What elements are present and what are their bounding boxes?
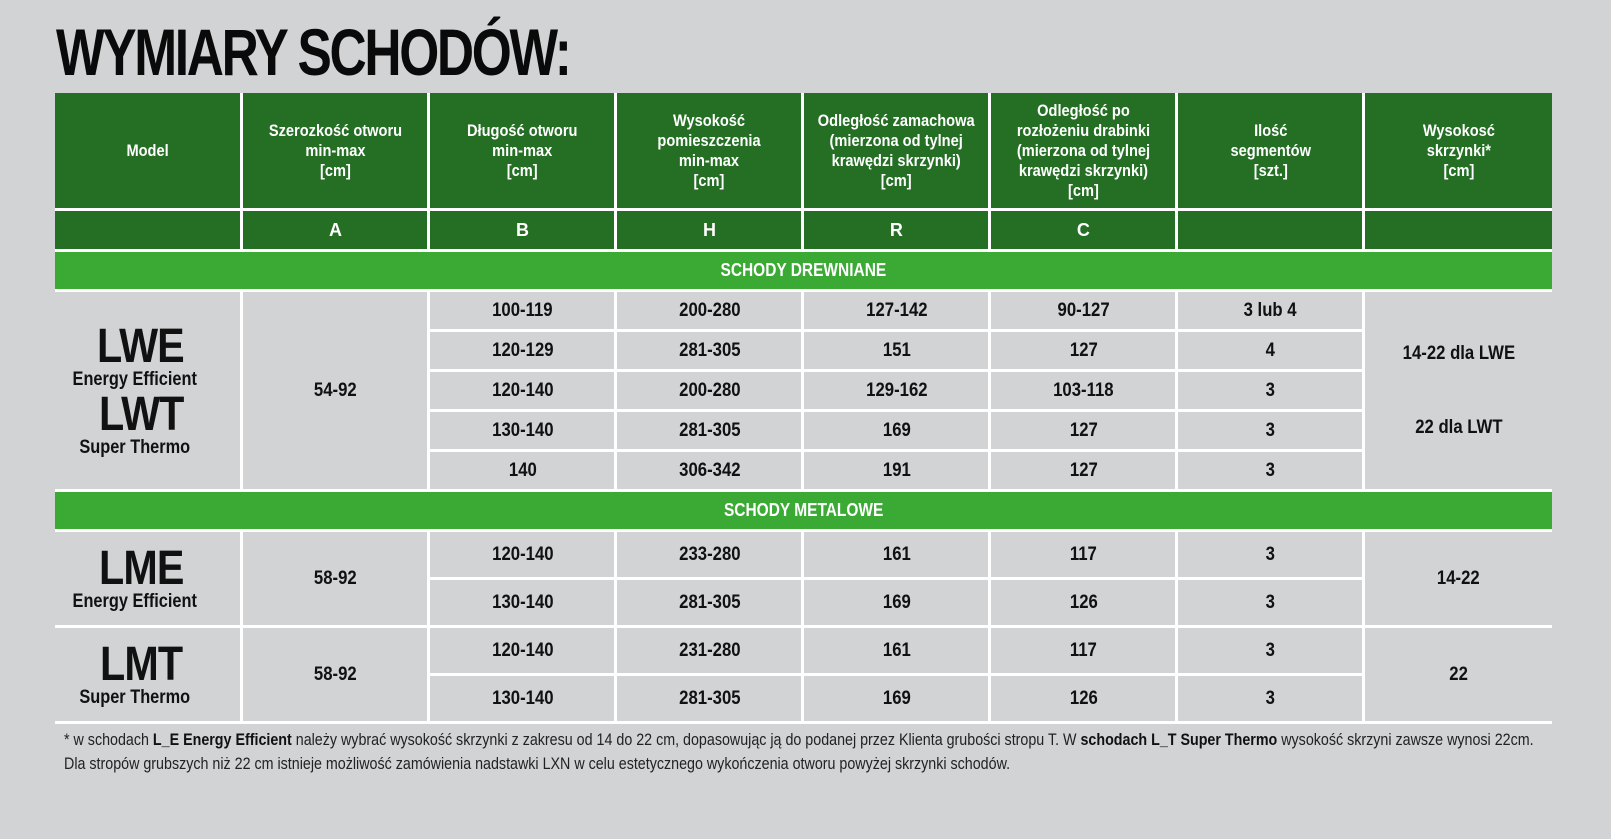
table-cell bbox=[990, 331, 1177, 371]
header-line: [cm] bbox=[320, 160, 351, 180]
letter-cell: B bbox=[429, 210, 616, 251]
width-cell bbox=[242, 291, 429, 491]
cell-value: 120-140 bbox=[491, 379, 554, 401]
table-cell bbox=[1177, 371, 1364, 411]
header-line: [cm] bbox=[693, 170, 725, 190]
footnote-text: wysokość skrzyni zawsze wynosi 22cm. bbox=[1277, 730, 1534, 749]
cell-value: 281-305 bbox=[678, 419, 741, 441]
letter-cell: H bbox=[616, 210, 803, 251]
table-cell bbox=[616, 579, 803, 627]
table-cell bbox=[803, 331, 990, 371]
cell-value: 3 bbox=[1265, 543, 1276, 565]
table-cell bbox=[1177, 531, 1364, 579]
table-row bbox=[55, 291, 1552, 331]
table-cell bbox=[429, 451, 616, 491]
cell-value: 54-92 bbox=[314, 379, 357, 401]
header-line: krawędzi skrzynki) bbox=[1018, 160, 1149, 180]
model-code: LWT bbox=[98, 387, 184, 441]
cell-value: 127-142 bbox=[865, 299, 928, 321]
header-segment-count bbox=[1177, 93, 1364, 210]
header-line: [cm] bbox=[1443, 160, 1475, 180]
cell-value: 3 lub 4 bbox=[1243, 299, 1297, 321]
table-cell bbox=[1177, 291, 1364, 331]
table-cell bbox=[1177, 675, 1364, 723]
cell-value: 169 bbox=[882, 419, 911, 441]
model-name: Energy Efficient bbox=[72, 590, 197, 612]
table-cell bbox=[990, 579, 1177, 627]
header-line: (mierzona od tylnej bbox=[1016, 140, 1151, 160]
cell-value: 231-280 bbox=[678, 639, 741, 661]
cell-value: 100-119 bbox=[492, 299, 553, 321]
header-opening-width bbox=[242, 93, 429, 210]
table-cell bbox=[990, 291, 1177, 331]
table-cell bbox=[803, 451, 990, 491]
table-cell bbox=[616, 531, 803, 579]
table-cell bbox=[616, 451, 803, 491]
cell-value: 306-342 bbox=[678, 459, 741, 481]
header-line: Długość otworu bbox=[467, 120, 578, 140]
table-cell bbox=[429, 291, 616, 331]
cell-value: 130-140 bbox=[491, 591, 554, 613]
model-name: Super Thermo bbox=[79, 436, 191, 458]
table-cell bbox=[803, 675, 990, 723]
cell-value: 151 bbox=[882, 339, 911, 361]
cell-value: 200-280 bbox=[678, 299, 741, 321]
letter-cell: C bbox=[990, 210, 1177, 251]
header-line: Odległość zamachowa bbox=[818, 110, 975, 130]
table-cell bbox=[429, 531, 616, 579]
header-room-height bbox=[616, 93, 803, 210]
cell-value: 117 bbox=[1069, 543, 1097, 565]
header-line: [szt.] bbox=[1253, 160, 1288, 180]
header-line: [cm] bbox=[507, 160, 538, 180]
footnote-emphasis: L_E Energy Efficient bbox=[152, 730, 292, 749]
table-cell bbox=[429, 331, 616, 371]
cell-value: 127 bbox=[1069, 459, 1098, 481]
model-code: LMT bbox=[99, 637, 183, 691]
section-row bbox=[55, 491, 1552, 531]
header-line: min-max bbox=[492, 140, 553, 160]
model-lwe bbox=[55, 319, 240, 390]
cell-value: 3 bbox=[1265, 639, 1276, 661]
cell-value: 126 bbox=[1069, 591, 1098, 613]
header-box-height bbox=[1364, 93, 1552, 210]
header-line: min-max bbox=[305, 140, 366, 160]
header-line: Ilość bbox=[1253, 120, 1288, 140]
table-cell bbox=[1177, 451, 1364, 491]
cell-value: 22 bbox=[1449, 663, 1468, 685]
header-model bbox=[55, 93, 242, 210]
section-text: SCHODY METALOWE bbox=[723, 500, 884, 520]
footnote-line-2: Dla stropów grubszych niż 22 cm istnieje możliwość zamówienia nadstawki LXN w celu estetycznego wykończenia otworu powyżej skrzynki schodów. bbox=[64, 754, 1011, 773]
table-row bbox=[55, 627, 1552, 675]
cell-value: 161 bbox=[882, 639, 911, 661]
model-cell-wood bbox=[55, 291, 242, 491]
table-cell bbox=[1177, 627, 1364, 675]
footnote bbox=[64, 728, 1534, 776]
footnote-text: należy wybrać wysokość skrzynki z zakresu od 14 do 22 cm, dopasowując ją do podanej przez Klienta grubości stropu T. W bbox=[291, 730, 1081, 749]
section-row bbox=[55, 251, 1552, 291]
model-cell-lmt bbox=[55, 627, 242, 723]
model-lmt bbox=[55, 637, 240, 708]
cell-value: 191 bbox=[882, 459, 911, 481]
cell-value: 58-92 bbox=[314, 663, 357, 685]
cell-value: 120-129 bbox=[491, 339, 554, 361]
letter-cell bbox=[1177, 210, 1364, 251]
table-cell bbox=[616, 411, 803, 451]
table-cell bbox=[990, 411, 1177, 451]
table-cell bbox=[803, 531, 990, 579]
section-wood-label bbox=[55, 251, 1552, 291]
table-cell bbox=[429, 579, 616, 627]
model-name: Super Thermo bbox=[79, 686, 191, 708]
header-line: Wysokość bbox=[673, 110, 746, 130]
footnote-text: * w schodach bbox=[64, 730, 153, 749]
cell-value: 58-92 bbox=[314, 567, 357, 589]
cell-value: 3 bbox=[1265, 379, 1276, 401]
cell-value: 120-140 bbox=[491, 543, 554, 565]
cell-value: 90-127 bbox=[1057, 299, 1110, 321]
table-cell bbox=[990, 451, 1177, 491]
table-cell bbox=[429, 371, 616, 411]
header-line: Model bbox=[126, 140, 169, 160]
header-line: Wysokosć bbox=[1422, 120, 1495, 140]
letter-cell bbox=[1364, 210, 1552, 251]
letter-cell: R bbox=[803, 210, 990, 251]
table-cell bbox=[990, 675, 1177, 723]
header-swing-distance bbox=[803, 93, 990, 210]
header-letter-row bbox=[55, 210, 1552, 251]
footnote-emphasis: schodach L_T Super Thermo bbox=[1080, 730, 1278, 749]
header-line: krawędzi skrzynki) bbox=[831, 150, 962, 170]
table-cell bbox=[1177, 331, 1364, 371]
table-cell bbox=[803, 291, 990, 331]
table-cell bbox=[1177, 579, 1364, 627]
model-name: Energy Efficient bbox=[72, 368, 197, 390]
table-cell bbox=[1177, 411, 1364, 451]
box-height-lwt: 22 dla LWT bbox=[1415, 416, 1503, 438]
cell-value: 281-305 bbox=[678, 339, 741, 361]
table-cell bbox=[616, 291, 803, 331]
cell-value: 126 bbox=[1069, 687, 1098, 709]
table-cell bbox=[429, 411, 616, 451]
cell-value: 127 bbox=[1069, 339, 1098, 361]
cell-value: 3 bbox=[1265, 591, 1276, 613]
header-line: skrzynki* bbox=[1426, 140, 1491, 160]
cell-value: 130-140 bbox=[491, 419, 554, 441]
table-cell bbox=[429, 675, 616, 723]
width-cell bbox=[242, 627, 429, 723]
header-line: (mierzona od tylnej bbox=[829, 130, 964, 150]
cell-value: 3 bbox=[1265, 459, 1276, 481]
cell-value: 117 bbox=[1069, 639, 1097, 661]
cell-value: 161 bbox=[882, 543, 911, 565]
table-cell bbox=[803, 371, 990, 411]
table-cell bbox=[803, 579, 990, 627]
model-lme bbox=[55, 541, 240, 612]
cell-value: 140 bbox=[508, 459, 537, 481]
header-line: [cm] bbox=[880, 170, 912, 190]
cell-value: 3 bbox=[1265, 419, 1276, 441]
letter-cell: A bbox=[242, 210, 429, 251]
table-cell bbox=[616, 627, 803, 675]
header-row bbox=[55, 93, 1552, 210]
footnote-line-1 bbox=[64, 728, 1534, 752]
box-height-lwe: 14-22 dla LWE bbox=[1402, 342, 1515, 364]
cell-value: 169 bbox=[882, 591, 911, 613]
cell-value: 103-118 bbox=[1053, 379, 1114, 401]
cell-value: 4 bbox=[1265, 339, 1276, 361]
table-cell bbox=[616, 675, 803, 723]
cell-value: 3 bbox=[1265, 687, 1276, 709]
section-text: SCHODY DREWNIANE bbox=[720, 260, 887, 280]
cell-value: 130-140 bbox=[491, 687, 554, 709]
table-cell bbox=[803, 411, 990, 451]
model-cell-lme bbox=[55, 531, 242, 627]
width-cell bbox=[242, 531, 429, 627]
header-line: min-max bbox=[679, 150, 740, 170]
letter-cell bbox=[55, 210, 242, 251]
header-unfolded-distance bbox=[990, 93, 1177, 210]
table-row bbox=[55, 531, 1552, 579]
header-line: Odległość po bbox=[1037, 100, 1130, 120]
table-cell bbox=[616, 331, 803, 371]
header-line: [cm] bbox=[1067, 180, 1099, 200]
header-line: rozłożeniu drabinki bbox=[1016, 120, 1151, 140]
cell-value: 129-162 bbox=[865, 379, 928, 401]
model-code: LME bbox=[98, 541, 184, 595]
table-cell bbox=[616, 371, 803, 411]
table-cell bbox=[429, 627, 616, 675]
cell-value: 200-280 bbox=[678, 379, 741, 401]
cell-value: 233-280 bbox=[678, 543, 741, 565]
table-cell bbox=[803, 627, 990, 675]
header-line: pomieszczenia bbox=[657, 130, 762, 150]
cell-value: 281-305 bbox=[678, 591, 741, 613]
model-code: LWE bbox=[97, 319, 185, 373]
cell-value: 281-305 bbox=[678, 687, 741, 709]
box-height-cell bbox=[1364, 627, 1552, 723]
page-title: WYMIARY SCHODÓW: bbox=[56, 15, 570, 89]
box-height-cell bbox=[1364, 531, 1552, 627]
stairs-dimensions-table bbox=[55, 93, 1552, 724]
header-line: segmentów bbox=[1230, 140, 1311, 160]
box-height-cell bbox=[1364, 291, 1552, 491]
section-metal-label bbox=[55, 491, 1552, 531]
cell-value: 14-22 bbox=[1437, 567, 1481, 589]
cell-value: 120-140 bbox=[491, 639, 554, 661]
header-opening-length bbox=[429, 93, 616, 210]
table-cell bbox=[990, 371, 1177, 411]
cell-value: 169 bbox=[882, 687, 911, 709]
header-line: Szerozkość otworu bbox=[268, 120, 403, 140]
table-cell bbox=[990, 531, 1177, 579]
model-lwt bbox=[55, 387, 240, 458]
cell-value: 127 bbox=[1069, 419, 1098, 441]
table-cell bbox=[990, 627, 1177, 675]
